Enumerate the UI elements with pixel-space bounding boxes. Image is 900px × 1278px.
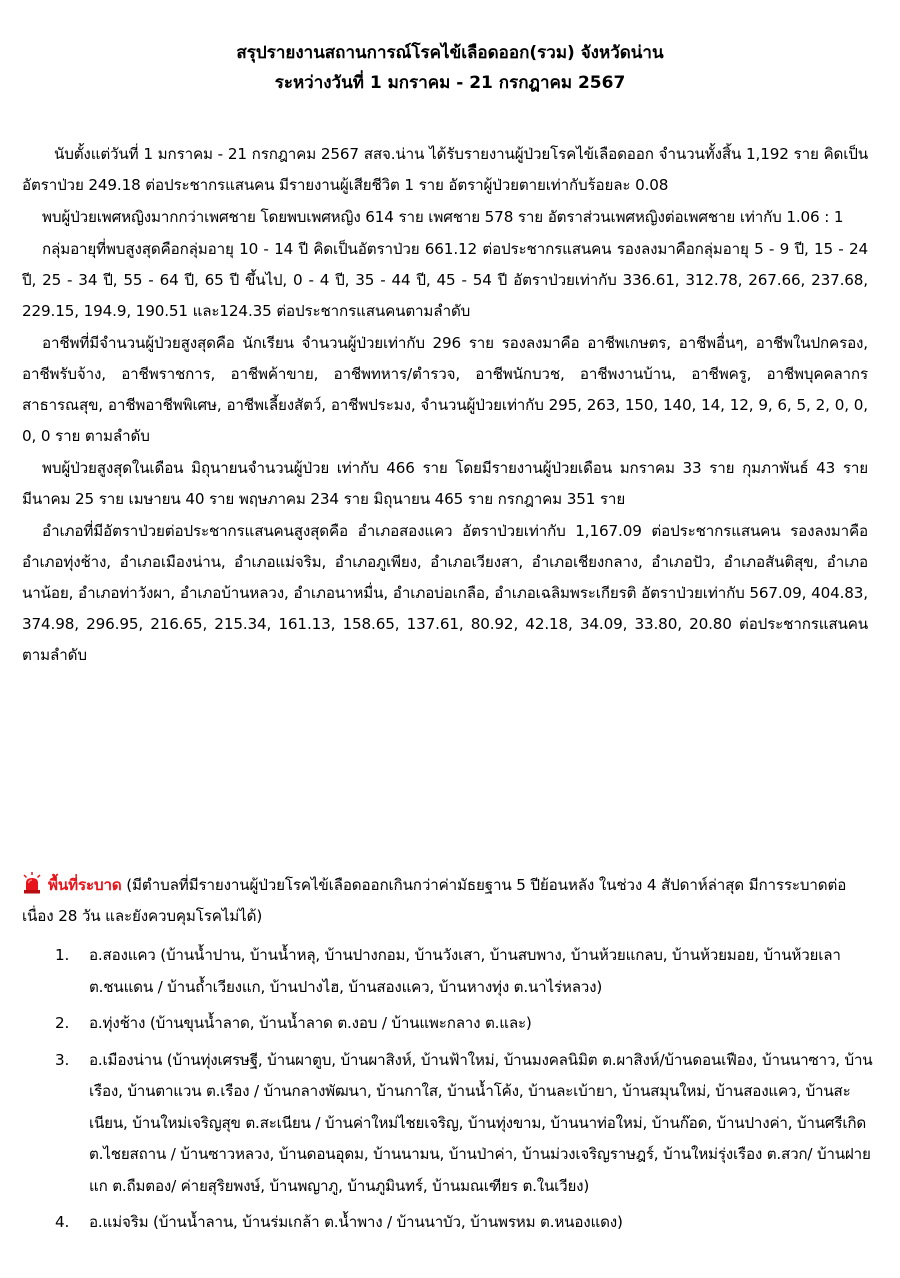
siren-icon bbox=[22, 872, 42, 894]
list-item-text: อ.แม่จริม (บ้านน้ำลาน, บ้านร่มเกล้า ต.น้ำพาง / บ้านนาบัว, บ้านพรหม ต.หนองแดง) bbox=[89, 1213, 623, 1231]
report-title: สรุปรายงานสถานการณ์โรคไข้เลือดออก(รวม) จังหวัดน่าน bbox=[236, 43, 664, 63]
report-date-range: ระหว่างวันที่ 1 มกราคม - 21 กรกฎาคม 2567 bbox=[274, 73, 626, 93]
document-header bbox=[0, 38, 900, 98]
summary-paragraph: นับตั้งแต่วันที่ 1 มกราคม - 21 กรกฎาคม 2567 สสจ.น่าน ได้รับรายงานผู้ป่วยโรคไข้เลือดออก จำนวนทั้งสิ้น 1,192 ราย คิดเป็นอัตราป่วย 249.18 ต่อประชากรแสนคน มีรายงานผู้เสียชีวิต 1 ราย อัตราผู้ป่วยตายเท่ากับร้อยละ 0.08 bbox=[22, 145, 868, 194]
report-body bbox=[22, 139, 868, 672]
outbreak-description: (มีตำบลที่มีรายงานผู้ป่วยโรคไข้เลือดออกเกินกว่าค่ามัธยฐาน 5 ปีย้อนหลัง ในช่วง 4 สัปดาห์ล่าสุด มีการระบาดต่อเนื่อง 28 วัน และยังควบคุมโรคไม่ได้) bbox=[22, 876, 847, 925]
list-item-text: อ.สองแคว (บ้านน้ำปาน, บ้านน้ำหลุ, บ้านปางกอม, บ้านวังเสา, บ้านสบพาง, บ้านห้วยแกลบ, บ้านห้วยมอย, บ้านห้วยเลา ต.ชนแดน / บ้านถ้ำเวียงแก, บ้านปางไฮ, บ้านสองแคว, บ้านหางทุ่ง ต.นาไร่หลวง) bbox=[89, 946, 841, 996]
outbreak-area-list bbox=[55, 940, 875, 1244]
list-item-number: 3. bbox=[55, 1050, 70, 1069]
outbreak-section bbox=[22, 870, 868, 932]
list-item-number: 1. bbox=[55, 946, 70, 964]
list-item bbox=[55, 1008, 875, 1040]
list-item-number: 4. bbox=[55, 1213, 70, 1231]
list-item-text: อ.ทุ่งช้าง (บ้านขุนน้ำลาด, บ้านน้ำลาด ต.งอบ / บ้านแพะกลาง ต.และ) bbox=[89, 1014, 532, 1032]
list-item bbox=[55, 1045, 875, 1203]
monthly-paragraph: พบผู้ป่วยสูงสุดในเดือน มิถุนายนจำนวนผู้ป่วย เท่ากับ 466 ราย โดยมีรายงานผู้ป่วยเดือน มกราคม 33 ราย กุมภาพันธ์ 43 ราย มีนาคม 25 ราย เมษายน 40 ราย พฤษภาคม 234 ราย มิถุนายน 465 ราย กรกฎาคม 351 ราย bbox=[22, 459, 868, 508]
list-item-number: 2. bbox=[55, 1014, 70, 1032]
district-paragraph: อำเภอที่มีอัตราป่วยต่อประชากรแสนคนสูงสุดคือ อำเภอสองแคว อัตราป่วยเท่ากับ 1,167.09 ต่อประชากรแสนคน รองลงมาคือ อำเภอทุ่งช้าง, อำเภอเมืองน่าน, อำเภอแม่จริม, อำเภอภูเพียง, อำเภอเวียงสา, อำเภอเชียงกลาง, อำเภอปัว, อำเภอสันติสุข, อำเภอนาน้อย, อำเภอท่าวังผา, อำเภอบ้านหลวง, อำเภอนาหมื่น, อำเภอบ่อเกลือ, อำเภอเฉลิมพระเกียรติ อัตราป่วยเท่ากับ 567.09, 404.83, 374.98, 296.95, 216.65, 215.34, 161.13, 158.65, 137.61, 80.92, 42.18, 34.09, 33.80, 20.80 ต่อประชากรแสนคน ตามลำดับ bbox=[22, 522, 868, 664]
list-item bbox=[55, 940, 875, 1003]
outbreak-label: พื้นที่ระบาด bbox=[48, 876, 122, 894]
list-item-text: อ.เมืองน่าน (บ้านทุ่งเศรษฐี, บ้านผาตูบ, บ้านผาสิงห์, บ้านฟ้าใหม่, บ้านมงคลนิมิต ต.ผาสิงห์/บ้านดอนเฟือง, บ้านนาซาว, บ้านเรือง, บ้านตาแวน ต.เรือง / บ้านกลางพัฒนา, บ้านกาใส, บ้านน้ำโค้ง, บ้านละเบ้ายา, บ้านสมุนใหม่, บ้านสองแคว, บ้านสะเนียน, บ้านใหม่เจริญสุข ต.สะเนียน / บ้านค่าใหม่ไชยเจริญ, บ้านทุ่งขาม, บ้านนาท่อใหม่, บ้านก๊อด, บ้านปางค่า, บ้านศรีเกิด ต.ไชยสถาน / บ้านซาวหลวง, บ้านดอนอุดม, บ้านนามน, บ้านป่าค่า, บ้านม่วงเจริญราษฎร์, บ้านใหม่รุ่งเรือง ต.สวก/ บ้านฝายแก ต.ถืมตอง/ ค่ายสุริยพงษ์, บ้านพญาภู, บ้านภูมินทร์, บ้านมณเฑียร ต.ในเวียง) bbox=[89, 1050, 873, 1195]
occupation-paragraph: อาชีพที่มีจำนวนผู้ป่วยสูงสุดคือ นักเรียน จำนวนผู้ป่วยเท่ากับ 296 ราย รองลงมาคือ อาชีพเกษตร, อาชีพอื่นๆ, อาชีพในปกครอง, อาชีพรับจ้าง, อาชีพราชการ, อาชีพค้าขาย, อาชีพทหาร/ตำรวจ, อาชีพนักบวช, อาชีพงานบ้าน, อาชีพครู, อาชีพบุคคลากรสาธารณสุข, อาชีพอาชีพพิเศษ, อาชีพเลี้ยงสัตว์, อาชีพประมง, จำนวนผู้ป่วยเท่ากับ 295, 263, 150, 140, 14, 12, 9, 6, 5, 2, 0, 0, 0, 0 ราย ตามลำดับ bbox=[22, 334, 868, 445]
list-item bbox=[55, 1207, 875, 1239]
age-group-paragraph: กลุ่มอายุที่พบสูงสุดคือกลุ่มอายุ 10 - 14 ปี คิดเป็นอัตราป่วย 661.12 ต่อประชากรแสนคน รองลงมาคือกลุ่มอายุ 5 - 9 ปี, 15 - 24 ปี, 25 - 34 ปี, 55 - 64 ปี, 65 ปี ขึ้นไป, 0 - 4 ปี, 35 - 44 ปี, 45 - 54 ปี อัตราป่วยเท่ากับ 336.61, 312.78, 267.66, 237.68, 229.15, 194.9, 190.51 และ124.35 ต่อประชากรแสนคนตามลำดับ bbox=[22, 240, 868, 320]
gender-paragraph: พบผู้ป่วยเพศหญิงมากกว่าเพศชาย โดยพบเพศหญิง 614 ราย เพศชาย 578 ราย อัตราส่วนเพศหญิงต่อเพศชาย เท่ากับ 1.06 : 1 bbox=[42, 208, 844, 226]
